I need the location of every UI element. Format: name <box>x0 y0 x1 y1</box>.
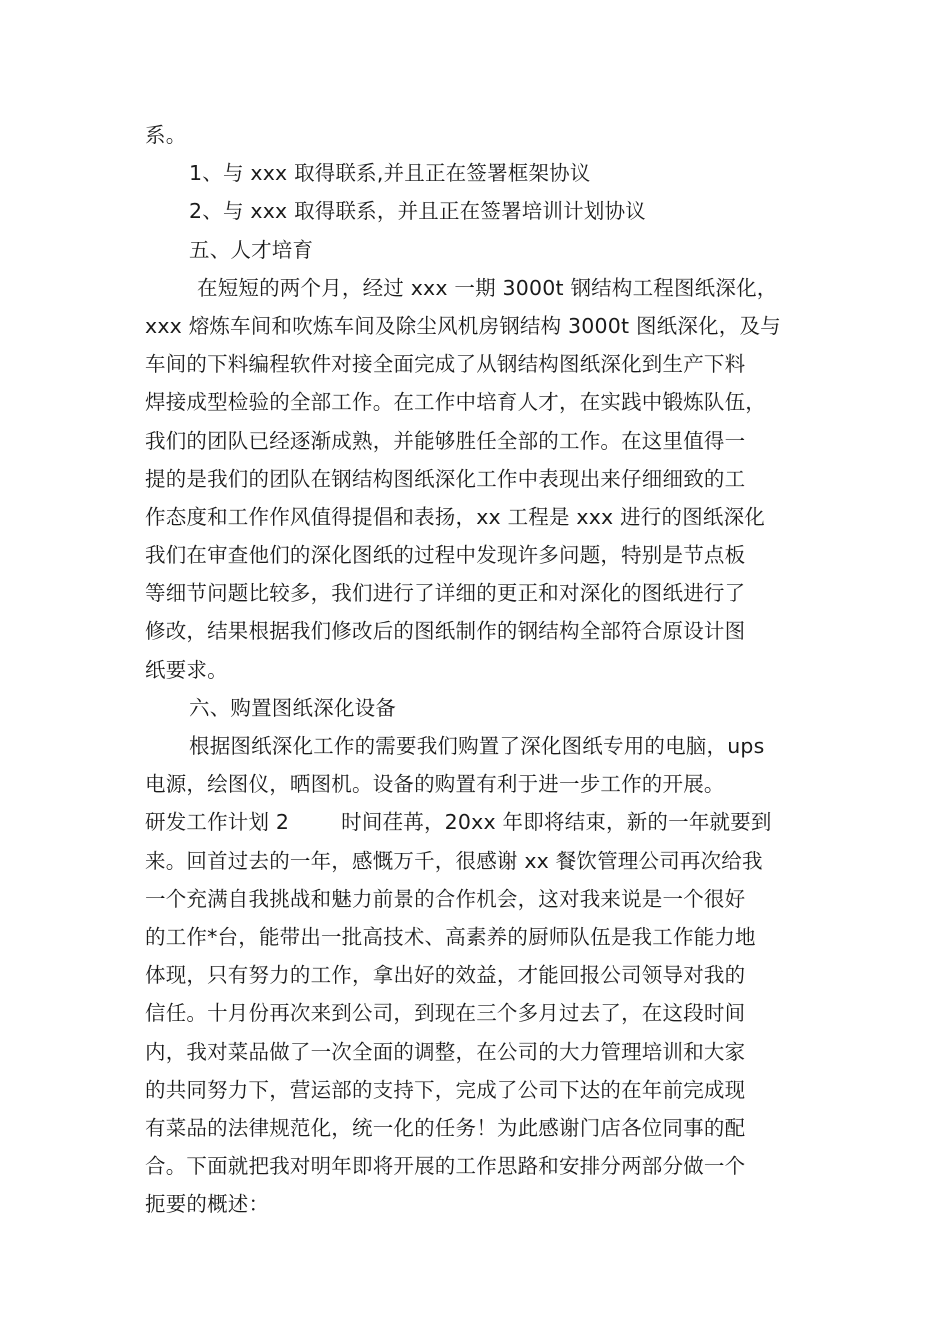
paragraph-line: 作态度和工作作风值得提倡和表扬，xx 工程是 xxx 进行的图纸深化 <box>145 504 766 529</box>
paragraph-line: 提的是我们的团队在钢结构图纸深化工作中表现出来仔细细致的工 <box>145 466 746 491</box>
paragraph-line: 在短短的两个月，经过 xxx 一期 3000t 钢结构工程图纸深化， <box>197 275 778 300</box>
paragraph-line: 来。回首过去的一年，感慨万千，很感谢 xx 餐饮管理公司再次给我 <box>145 848 763 873</box>
paragraph-line: 合。下面就把我对明年即将开展的工作思路和安排分两部分做一个 <box>145 1154 746 1179</box>
paragraph-line: 等细节问题比较多，我们进行了详细的更正和对深化的图纸进行了 <box>145 581 746 606</box>
paragraph-line: 纸要求。 <box>145 657 228 682</box>
paragraph-line: 有菜品的法律规范化，统一化的任务！为此感谢门店各位同事的配 <box>145 1115 746 1140</box>
section-heading: 五、人才培育 <box>189 237 314 262</box>
paragraph-line: 内，我对菜品做了一次全面的调整，在公司的大力管理培训和大家 <box>145 1039 746 1064</box>
paragraph-line: 系。 <box>145 123 187 147</box>
paragraph-line: 车间的下料编程软件对接全面完成了从钢结构图纸深化到生产下料 <box>145 352 746 377</box>
paragraph-line: 信任。十月份再次来到公司，到现在三个多月过去了，在这段时间 <box>145 1001 746 1026</box>
paragraph-line: 的工作*台，能带出一批高技术、高素养的厨师队伍是我工作能力地 <box>145 924 756 949</box>
paragraph-line: 修改，结果根据我们修改后的图纸制作的钢结构全部符合原设计图 <box>145 619 746 644</box>
paragraph-line: 电源，绘图仪，晒图机。设备的购置有利于进一步工作的开展。 <box>145 772 725 797</box>
document-body <box>145 116 825 1223</box>
paragraph-line: 我们的团队已经逐渐成熟，并能够胜任全部的工作。在这里值得一 <box>145 428 746 453</box>
section-heading: 六、购置图纸深化设备 <box>189 695 396 720</box>
paragraph-line: 体现，只有努力的工作，拿出好的效益，才能回报公司领导对我的 <box>145 963 746 988</box>
list-item: 1、与 xxx 取得联系,并且正在签署框架协议 <box>189 161 591 186</box>
paragraph-line: 我们在审查他们的深化图纸的过程中发现许多问题，特别是节点板 <box>145 543 746 568</box>
paragraph-line: 根据图纸深化工作的需要我们购置了深化图纸专用的电脑，ups <box>189 734 765 758</box>
paragraph-line: 一个充满自我挑战和魅力前景的合作机会，这对我来说是一个很好 <box>145 886 746 911</box>
paragraph-line <box>145 803 825 841</box>
section-title: 研发工作计划 2 <box>145 810 290 835</box>
paragraph-start: 时间荏苒，20xx 年即将结束，新的一年就要到 <box>341 810 772 835</box>
paragraph-line: xxx 熔炼车间和吹炼车间及除尘风机房钢结构 3000t 图纸深化，及与 <box>145 313 781 338</box>
paragraph-line: 焊接成型检验的全部工作。在工作中培育人才，在实践中锻炼队伍， <box>145 390 766 415</box>
paragraph-line: 扼要的概述： <box>145 1192 270 1217</box>
list-item: 2、与 xxx 取得联系，并且正在签署培训计划协议 <box>189 199 646 224</box>
paragraph-line: 的共同努力下，营运部的支持下，完成了公司下达的在年前完成现 <box>145 1077 746 1102</box>
